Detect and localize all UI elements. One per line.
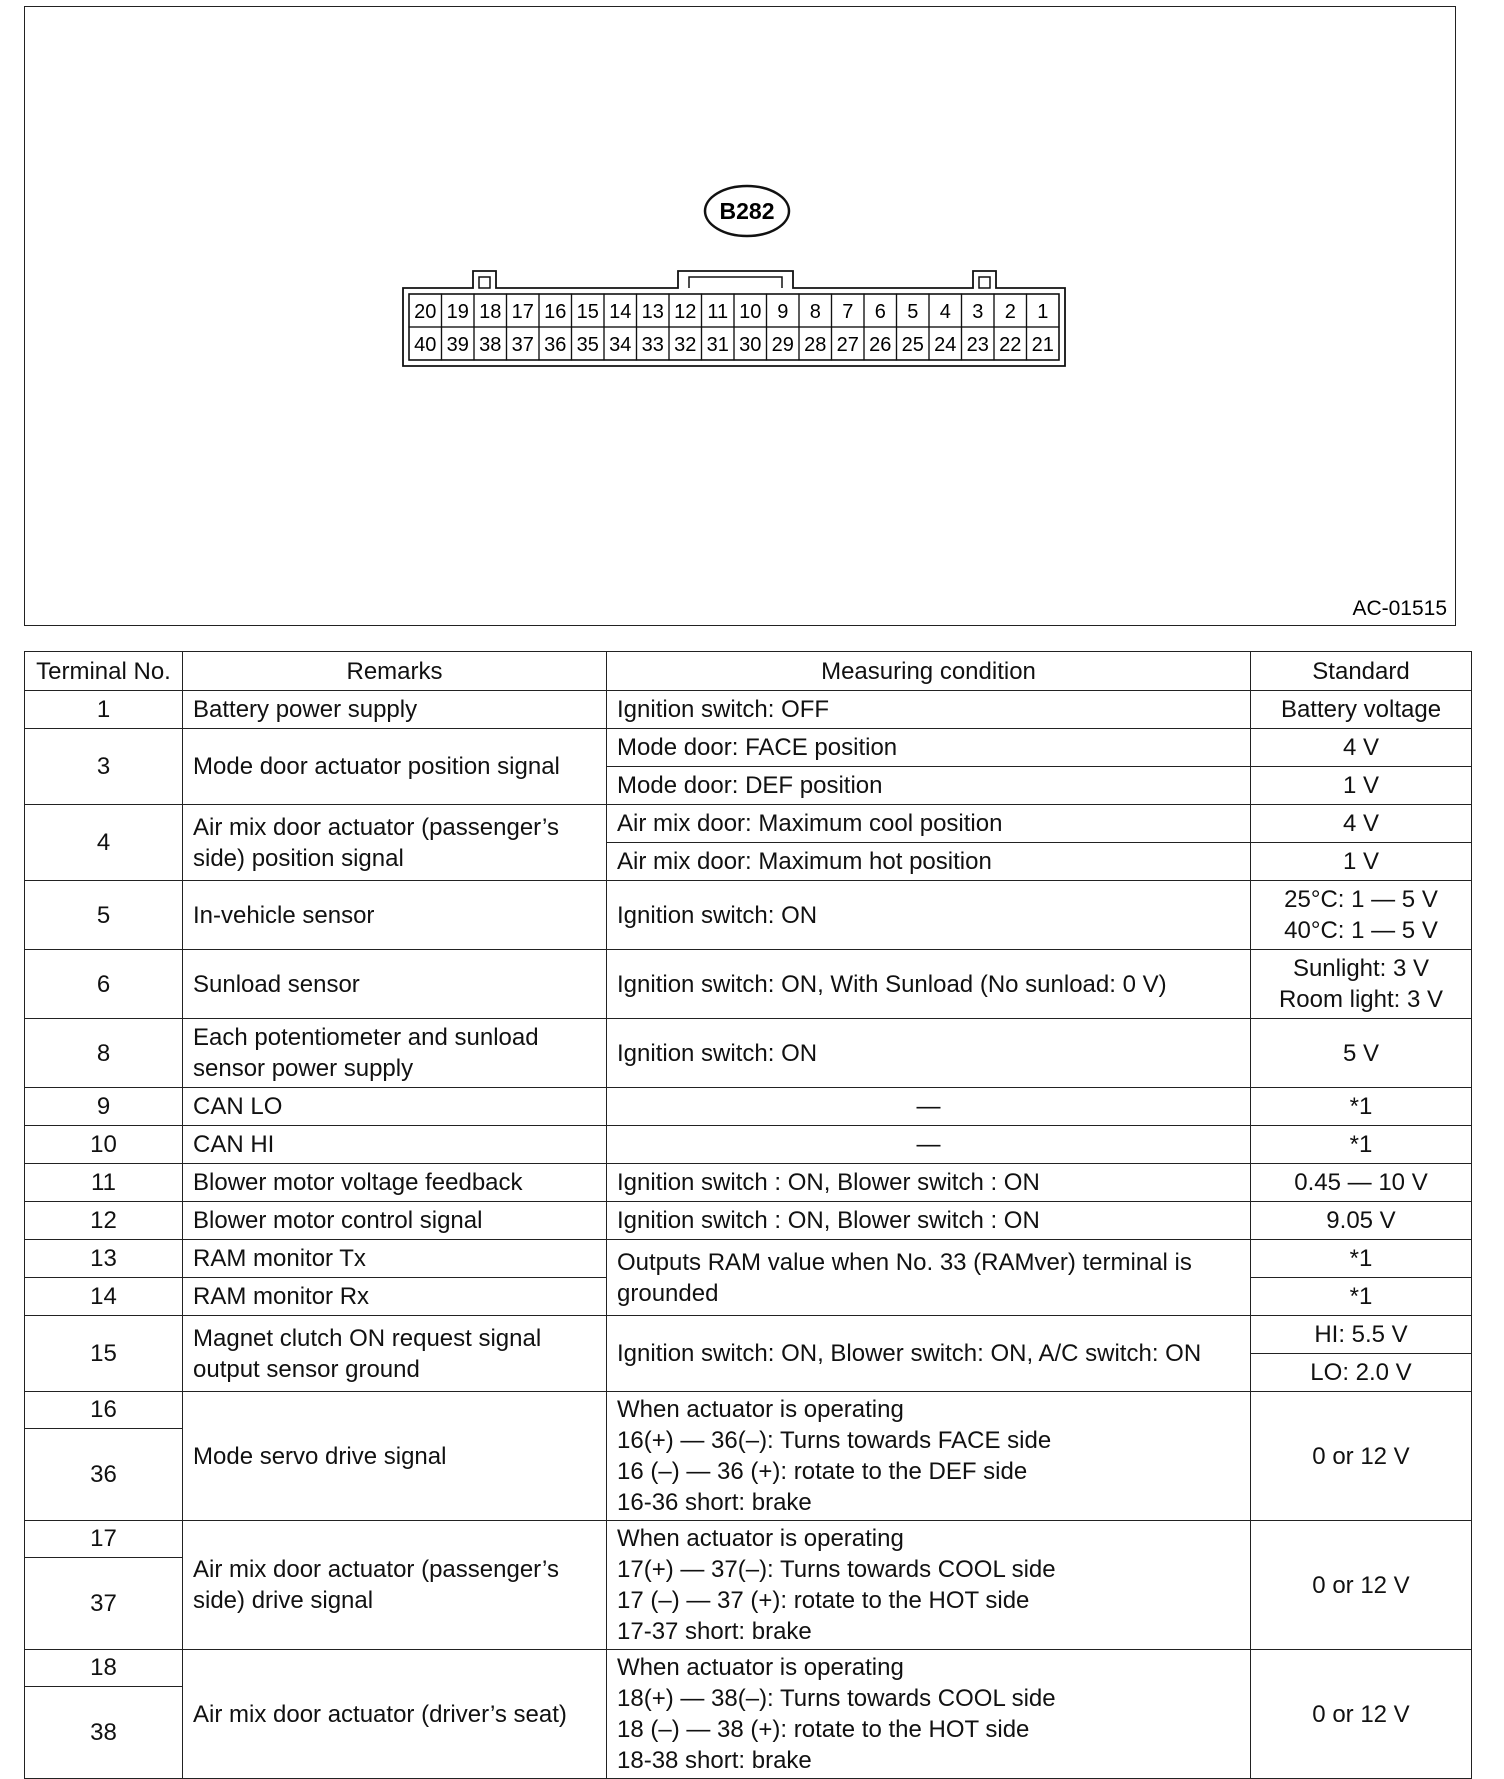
terminal-cell: 13 bbox=[25, 1240, 183, 1278]
remarks-cell: Air mix door actuator (passenger’s side) drive signal bbox=[183, 1521, 607, 1650]
condition-cell: — bbox=[607, 1126, 1251, 1164]
condition-cell: Ignition switch : ON, Blower switch : ON bbox=[607, 1202, 1251, 1240]
connector-id-label: B282 bbox=[719, 198, 775, 224]
terminal-cell: 10 bbox=[25, 1126, 183, 1164]
header-terminal-no: Terminal No. bbox=[25, 652, 183, 691]
terminal-cell: 4 bbox=[25, 805, 183, 881]
connector-latch-right bbox=[979, 277, 990, 288]
table-row bbox=[25, 1521, 1472, 1558]
connector-pin-number: 40 bbox=[414, 334, 437, 356]
terminal-cell: 9 bbox=[25, 1088, 183, 1126]
connector-pin-number: 21 bbox=[1031, 334, 1054, 356]
connector-pin-number: 13 bbox=[641, 301, 664, 323]
connector-pins bbox=[409, 294, 1059, 360]
table-row bbox=[25, 729, 1472, 767]
condition-cell: Ignition switch: ON bbox=[607, 881, 1251, 950]
condition-cell: Ignition switch: OFF bbox=[607, 691, 1251, 729]
connector-pin-number: 33 bbox=[641, 334, 664, 356]
header-remarks: Remarks bbox=[183, 652, 607, 691]
standard-cell: Sunlight: 3 V Room light: 3 V bbox=[1251, 950, 1472, 1019]
table-row bbox=[25, 805, 1472, 843]
condition-cell: Ignition switch : ON, Blower switch : ON bbox=[607, 1164, 1251, 1202]
condition-cell: Mode door: FACE position bbox=[607, 729, 1251, 767]
remarks-cell: RAM monitor Rx bbox=[183, 1278, 607, 1316]
connector-pin-number: 15 bbox=[576, 301, 599, 323]
connector-pin-number: 11 bbox=[707, 301, 729, 323]
terminal-cell: 1 bbox=[25, 691, 183, 729]
terminal-cell: 18 bbox=[25, 1650, 183, 1687]
connector-pin-number: 20 bbox=[414, 301, 437, 323]
connector-pin-number: 38 bbox=[479, 334, 502, 356]
connector-pin-number: 26 bbox=[869, 334, 892, 356]
connector-pin-number: 14 bbox=[609, 301, 632, 323]
standard-cell: 1 V bbox=[1251, 843, 1472, 881]
table-row bbox=[25, 1316, 1472, 1354]
header-measuring-condition: Measuring condition bbox=[607, 652, 1251, 691]
table-row bbox=[25, 1164, 1472, 1202]
standard-cell: HI: 5.5 V bbox=[1251, 1316, 1472, 1354]
standard-cell: 1 V bbox=[1251, 767, 1472, 805]
remarks-cell: Air mix door actuator (passenger’s side) position signal bbox=[183, 805, 607, 881]
terminal-spec-table bbox=[24, 651, 1472, 1779]
connector-pin-number: 17 bbox=[511, 301, 534, 323]
standard-cell: 4 V bbox=[1251, 805, 1472, 843]
condition-cell: Air mix door: Maximum hot position bbox=[607, 843, 1251, 881]
remarks-cell: Blower motor voltage feedback bbox=[183, 1164, 607, 1202]
connector-pin-number: 8 bbox=[809, 301, 821, 323]
table-row bbox=[25, 881, 1472, 950]
terminal-cell: 5 bbox=[25, 881, 183, 950]
condition-cell: Mode door: DEF position bbox=[607, 767, 1251, 805]
terminal-cell: 16 bbox=[25, 1392, 183, 1429]
connector-pin-number: 29 bbox=[771, 334, 794, 356]
table-row bbox=[25, 1019, 1472, 1088]
header-standard: Standard bbox=[1251, 652, 1472, 691]
condition-cell: Ignition switch: ON bbox=[607, 1019, 1251, 1088]
condition-cell: When actuator is operating 17(+) — 37(–): Turns towards COOL side 17 (–) — 37 (+): rotate to the HOT side 17-37 short: brake bbox=[607, 1521, 1251, 1650]
connector-center-key bbox=[689, 277, 782, 288]
connector-latch-left bbox=[479, 277, 490, 288]
standard-cell: *1 bbox=[1251, 1126, 1472, 1164]
condition-cell: — bbox=[607, 1088, 1251, 1126]
standard-cell: 9.05 V bbox=[1251, 1202, 1472, 1240]
connector-pin-number: 5 bbox=[907, 301, 919, 323]
remarks-cell: Sunload sensor bbox=[183, 950, 607, 1019]
standard-cell: *1 bbox=[1251, 1240, 1472, 1278]
terminal-cell: 38 bbox=[25, 1686, 183, 1778]
connector-pin-number: 7 bbox=[842, 301, 854, 323]
connector-diagram bbox=[24, 6, 1456, 626]
connector-pin-number: 30 bbox=[739, 334, 762, 356]
connector-pin-number: 23 bbox=[966, 334, 989, 356]
connector-pin-number: 16 bbox=[544, 301, 567, 323]
terminal-cell: 6 bbox=[25, 950, 183, 1019]
table-row bbox=[25, 1202, 1472, 1240]
remarks-cell: In-vehicle sensor bbox=[183, 881, 607, 950]
table-row bbox=[25, 691, 1472, 729]
standard-cell: 0 or 12 V bbox=[1251, 1521, 1472, 1650]
connector-pin-number: 24 bbox=[934, 334, 957, 356]
condition-cell: Ignition switch: ON, Blower switch: ON, A/C switch: ON bbox=[607, 1316, 1251, 1392]
remarks-cell: Battery power supply bbox=[183, 691, 607, 729]
table-row bbox=[25, 1650, 1472, 1687]
remarks-cell: RAM monitor Tx bbox=[183, 1240, 607, 1278]
condition-cell: Ignition switch: ON, With Sunload (No sunload: 0 V) bbox=[607, 950, 1251, 1019]
table-row bbox=[25, 1240, 1472, 1278]
connector-pin-number: 18 bbox=[479, 301, 502, 323]
connector-pin-number: 34 bbox=[609, 334, 632, 356]
connector-pin-number: 4 bbox=[939, 301, 951, 323]
connector-pin-number: 9 bbox=[777, 301, 789, 323]
connector-pin-number: 32 bbox=[674, 334, 697, 356]
remarks-cell: CAN HI bbox=[183, 1126, 607, 1164]
connector-pin-number: 39 bbox=[446, 334, 469, 356]
terminal-cell: 37 bbox=[25, 1557, 183, 1649]
condition-cell: When actuator is operating 18(+) — 38(–): Turns towards COOL side 18 (–) — 38 (+): rotate to the HOT side 18-38 short: brake bbox=[607, 1650, 1251, 1779]
table-row bbox=[25, 1126, 1472, 1164]
remarks-cell: Mode door actuator position signal bbox=[183, 729, 607, 805]
standard-cell: Battery voltage bbox=[1251, 691, 1472, 729]
standard-cell: 0.45 — 10 V bbox=[1251, 1164, 1472, 1202]
remarks-cell: Magnet clutch ON request signal output sensor ground bbox=[183, 1316, 607, 1392]
standard-cell: 4 V bbox=[1251, 729, 1472, 767]
connector-pin-number: 25 bbox=[901, 334, 924, 356]
table-row bbox=[25, 1392, 1472, 1429]
terminal-cell: 12 bbox=[25, 1202, 183, 1240]
table-row bbox=[25, 1088, 1472, 1126]
connector-pin-number: 12 bbox=[674, 301, 697, 323]
remarks-cell: CAN LO bbox=[183, 1088, 607, 1126]
condition-cell: Air mix door: Maximum cool position bbox=[607, 805, 1251, 843]
terminal-cell: 15 bbox=[25, 1316, 183, 1392]
standard-cell: LO: 2.0 V bbox=[1251, 1354, 1472, 1392]
condition-cell: Outputs RAM value when No. 33 (RAMver) terminal is grounded bbox=[607, 1240, 1251, 1316]
standard-cell: 5 V bbox=[1251, 1019, 1472, 1088]
terminal-cell: 3 bbox=[25, 729, 183, 805]
connector-drawing bbox=[25, 7, 1457, 627]
condition-cell: When actuator is operating 16(+) — 36(–): Turns towards FACE side 16 (–) — 36 (+): rotate to the DEF side 16-36 short: brake bbox=[607, 1392, 1251, 1521]
connector-pin-number: 31 bbox=[706, 334, 729, 356]
remarks-cell: Air mix door actuator (driver’s seat) bbox=[183, 1650, 607, 1779]
standard-cell: 25°C: 1 — 5 V 40°C: 1 — 5 V bbox=[1251, 881, 1472, 950]
connector-pin-number: 3 bbox=[972, 301, 984, 323]
standard-cell: 0 or 12 V bbox=[1251, 1650, 1472, 1779]
connector-pin-number: 28 bbox=[804, 334, 827, 356]
connector-pin-number: 37 bbox=[511, 334, 534, 356]
terminal-cell: 11 bbox=[25, 1164, 183, 1202]
standard-cell: 0 or 12 V bbox=[1251, 1392, 1472, 1521]
remarks-cell: Blower motor control signal bbox=[183, 1202, 607, 1240]
standard-cell: *1 bbox=[1251, 1088, 1472, 1126]
standard-cell: *1 bbox=[1251, 1278, 1472, 1316]
table-header-row bbox=[25, 652, 1472, 691]
connector-pin-number: 22 bbox=[999, 334, 1022, 356]
connector-pin-number: 6 bbox=[874, 301, 886, 323]
connector-pin-number: 10 bbox=[739, 301, 762, 323]
terminal-cell: 17 bbox=[25, 1521, 183, 1558]
table-row bbox=[25, 950, 1472, 1019]
terminal-cell: 8 bbox=[25, 1019, 183, 1088]
figure-code: AC-01515 bbox=[1352, 597, 1447, 620]
remarks-cell: Mode servo drive signal bbox=[183, 1392, 607, 1521]
connector-pin-number: 27 bbox=[836, 334, 859, 356]
connector-pin-number: 35 bbox=[576, 334, 599, 356]
terminal-cell: 14 bbox=[25, 1278, 183, 1316]
connector-pin-number: 19 bbox=[446, 301, 469, 323]
connector-pin-number: 2 bbox=[1004, 301, 1016, 323]
terminal-cell: 36 bbox=[25, 1428, 183, 1520]
remarks-cell: Each potentiometer and sunload sensor power supply bbox=[183, 1019, 607, 1088]
connector-pin-number: 36 bbox=[544, 334, 567, 356]
connector-pin-number: 1 bbox=[1037, 301, 1049, 323]
